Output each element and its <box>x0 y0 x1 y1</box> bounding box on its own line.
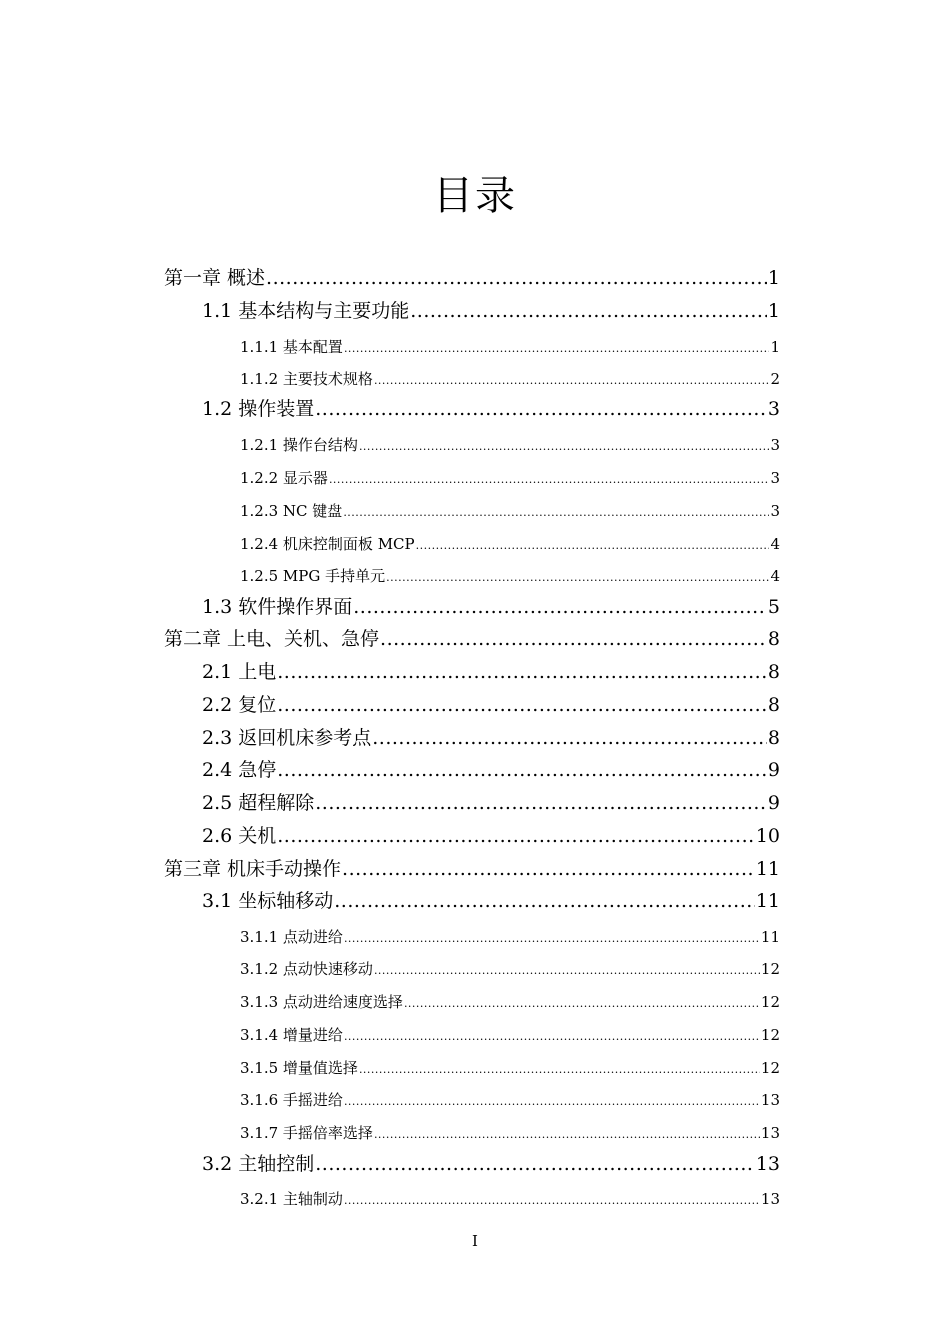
toc-entry-title: 第二章 上电、关机、急停 <box>164 628 380 650</box>
toc-entry-section[interactable] <box>202 592 780 622</box>
toc-entry-title: 3.1.2 点动快速移动 <box>240 960 373 978</box>
toc-leader-dots <box>266 263 767 293</box>
toc-entry-page: 13 <box>760 1091 780 1109</box>
toc-leader-dots <box>386 564 769 590</box>
toc-entry-title: 3.1.1 点动进给 <box>240 928 343 946</box>
toc-entry-title: 1.2.4 机床控制面板 MCP <box>240 535 415 553</box>
toc-leader-dots <box>410 296 767 326</box>
toc-entry-subsection[interactable] <box>240 955 780 983</box>
toc-leader-dots <box>334 886 755 916</box>
toc-entry-title: 3.1.4 增量进给 <box>240 1026 343 1044</box>
toc-leader-dots <box>374 1121 760 1147</box>
toc-entry-page: 3 <box>770 502 780 520</box>
toc-leader-dots <box>315 1149 755 1179</box>
toc-entry-section[interactable] <box>202 821 780 851</box>
toc-leader-dots <box>359 1056 760 1082</box>
toc-leader-dots <box>374 367 770 393</box>
toc-entry-title: 1.2.5 MPG 手持单元 <box>240 567 386 585</box>
toc-entry-subsection[interactable] <box>240 1054 780 1082</box>
toc-entry-title: 3.1.3 点动进给速度选择 <box>240 993 403 1011</box>
toc-entry-page: 3 <box>770 469 780 487</box>
toc-leader-dots <box>344 925 760 951</box>
toc-entry-title: 1.3 软件操作界面 <box>202 596 353 618</box>
toc-leader-dots <box>404 990 760 1016</box>
toc-leader-dots <box>342 854 755 884</box>
toc-entry-page: 12 <box>760 1059 780 1077</box>
toc-entry-title: 2.6 关机 <box>202 825 277 847</box>
toc-entry-page: 10 <box>755 825 780 847</box>
toc-entry-subsection[interactable] <box>240 1185 780 1213</box>
toc-entry-page: 5 <box>767 596 780 618</box>
toc-entry-page: 3 <box>770 436 780 454</box>
toc-entry-subsection[interactable] <box>240 464 780 492</box>
toc-entry-subsection[interactable] <box>240 1086 780 1114</box>
toc-leader-dots <box>344 1023 760 1049</box>
toc-entry-subsection[interactable] <box>240 923 780 951</box>
toc-leader-dots <box>374 957 760 983</box>
toc-entry-title: 3.1.7 手摇倍率选择 <box>240 1124 373 1142</box>
toc-entry-title: 1.1 基本结构与主要功能 <box>202 300 410 322</box>
toc-leader-dots <box>343 499 769 525</box>
toc-entry-page: 13 <box>755 1153 780 1175</box>
toc-entry-section[interactable] <box>202 690 780 720</box>
toc-entry-page: 4 <box>770 535 780 553</box>
toc-entry-page: 13 <box>760 1124 780 1142</box>
toc-entry-page: 11 <box>755 890 780 912</box>
toc-entry-page: 8 <box>767 727 780 749</box>
toc-leader-dots <box>359 433 770 459</box>
toc-entry-title: 3.1.5 增量值选择 <box>240 1059 358 1077</box>
toc-entry-section[interactable] <box>202 657 780 687</box>
footer-page-number: I <box>472 1232 478 1250</box>
toc-entry-chapter[interactable] <box>164 263 780 293</box>
toc-entry-subsection[interactable] <box>240 562 780 590</box>
toc-entry-title: 1.2.2 显示器 <box>240 469 328 487</box>
toc-entry-section[interactable] <box>202 394 780 424</box>
toc-entry-title: 1.2 操作装置 <box>202 398 315 420</box>
toc-leader-dots <box>416 532 770 558</box>
toc-entry-title: 第一章 概述 <box>164 267 266 289</box>
toc-leader-dots <box>315 394 767 424</box>
toc-entry-page: 3 <box>767 398 780 420</box>
toc-leader-dots <box>353 592 767 622</box>
toc-entry-title: 1.2.1 操作台结构 <box>240 436 358 454</box>
toc-entry-subsection[interactable] <box>240 365 780 393</box>
toc-entry-title: 1.1.1 基本配置 <box>240 338 343 356</box>
toc-entry-page: 9 <box>767 792 780 814</box>
toc-leader-dots <box>329 466 770 492</box>
toc-entry-title: 1.1.2 主要技术规格 <box>240 370 373 388</box>
page-title: 目录 <box>433 173 517 219</box>
toc-entry-page: 12 <box>760 960 780 978</box>
toc-leader-dots <box>277 755 767 785</box>
toc-entry-page: 11 <box>755 858 780 880</box>
toc-leader-dots <box>277 690 767 720</box>
toc-entry-page: 8 <box>767 628 780 650</box>
toc-entry-chapter[interactable] <box>164 854 780 884</box>
toc-entry-subsection[interactable] <box>240 431 780 459</box>
toc-entry-page: 4 <box>770 567 780 585</box>
toc-entry-title: 3.1.6 手摇进给 <box>240 1091 343 1109</box>
toc-entry-subsection[interactable] <box>240 333 780 361</box>
toc-entry-page: 8 <box>767 694 780 716</box>
toc-entry-page: 11 <box>760 928 780 946</box>
toc-entry-title: 1.2.3 NC 键盘 <box>240 502 343 520</box>
toc-entry-title: 2.4 急停 <box>202 759 277 781</box>
toc-entry-subsection[interactable] <box>240 1021 780 1049</box>
toc-entry-subsection[interactable] <box>240 497 780 525</box>
toc-leader-dots <box>344 1187 760 1213</box>
toc-entry-section[interactable] <box>202 296 780 326</box>
toc-entry-page: 12 <box>760 993 780 1011</box>
toc-leader-dots <box>315 788 767 818</box>
toc-entry-page: 8 <box>767 661 780 683</box>
toc-leader-dots <box>372 723 767 753</box>
toc-entry-title: 第三章 机床手动操作 <box>164 858 342 880</box>
toc-entry-title: 2.1 上电 <box>202 661 277 683</box>
toc-leader-dots <box>344 335 770 361</box>
toc-entry-page: 1 <box>767 300 780 322</box>
toc-entry-section[interactable] <box>202 788 780 818</box>
toc-entry-title: 2.2 复位 <box>202 694 277 716</box>
toc-entry-section[interactable] <box>202 723 780 753</box>
toc-entry-section[interactable] <box>202 886 780 916</box>
toc-entry-title: 3.2 主轴控制 <box>202 1153 315 1175</box>
toc-entry-page: 9 <box>767 759 780 781</box>
toc-entry-chapter[interactable] <box>164 624 780 654</box>
toc-leader-dots <box>344 1088 760 1114</box>
toc-entry-title: 2.5 超程解除 <box>202 792 315 814</box>
toc-entry-title: 2.3 返回机床参考点 <box>202 727 372 749</box>
toc-entry-subsection[interactable] <box>240 530 780 558</box>
toc-entry-subsection[interactable] <box>240 1119 780 1147</box>
toc-entry-page: 2 <box>770 370 780 388</box>
toc-leader-dots <box>277 657 767 687</box>
toc-entry-subsection[interactable] <box>240 988 780 1016</box>
toc-entry-title: 3.1 坐标轴移动 <box>202 890 334 912</box>
toc-leader-dots <box>277 821 755 851</box>
toc-entry-page: 1 <box>767 267 780 289</box>
toc-leader-dots <box>380 624 767 654</box>
toc-entry-page: 13 <box>760 1190 780 1208</box>
toc-entry-section[interactable] <box>202 1149 780 1179</box>
toc-entry-page: 12 <box>760 1026 780 1044</box>
toc-entry-section[interactable] <box>202 755 780 785</box>
toc-entry-page: 1 <box>770 338 780 356</box>
toc-entry-title: 3.2.1 主轴制动 <box>240 1190 343 1208</box>
